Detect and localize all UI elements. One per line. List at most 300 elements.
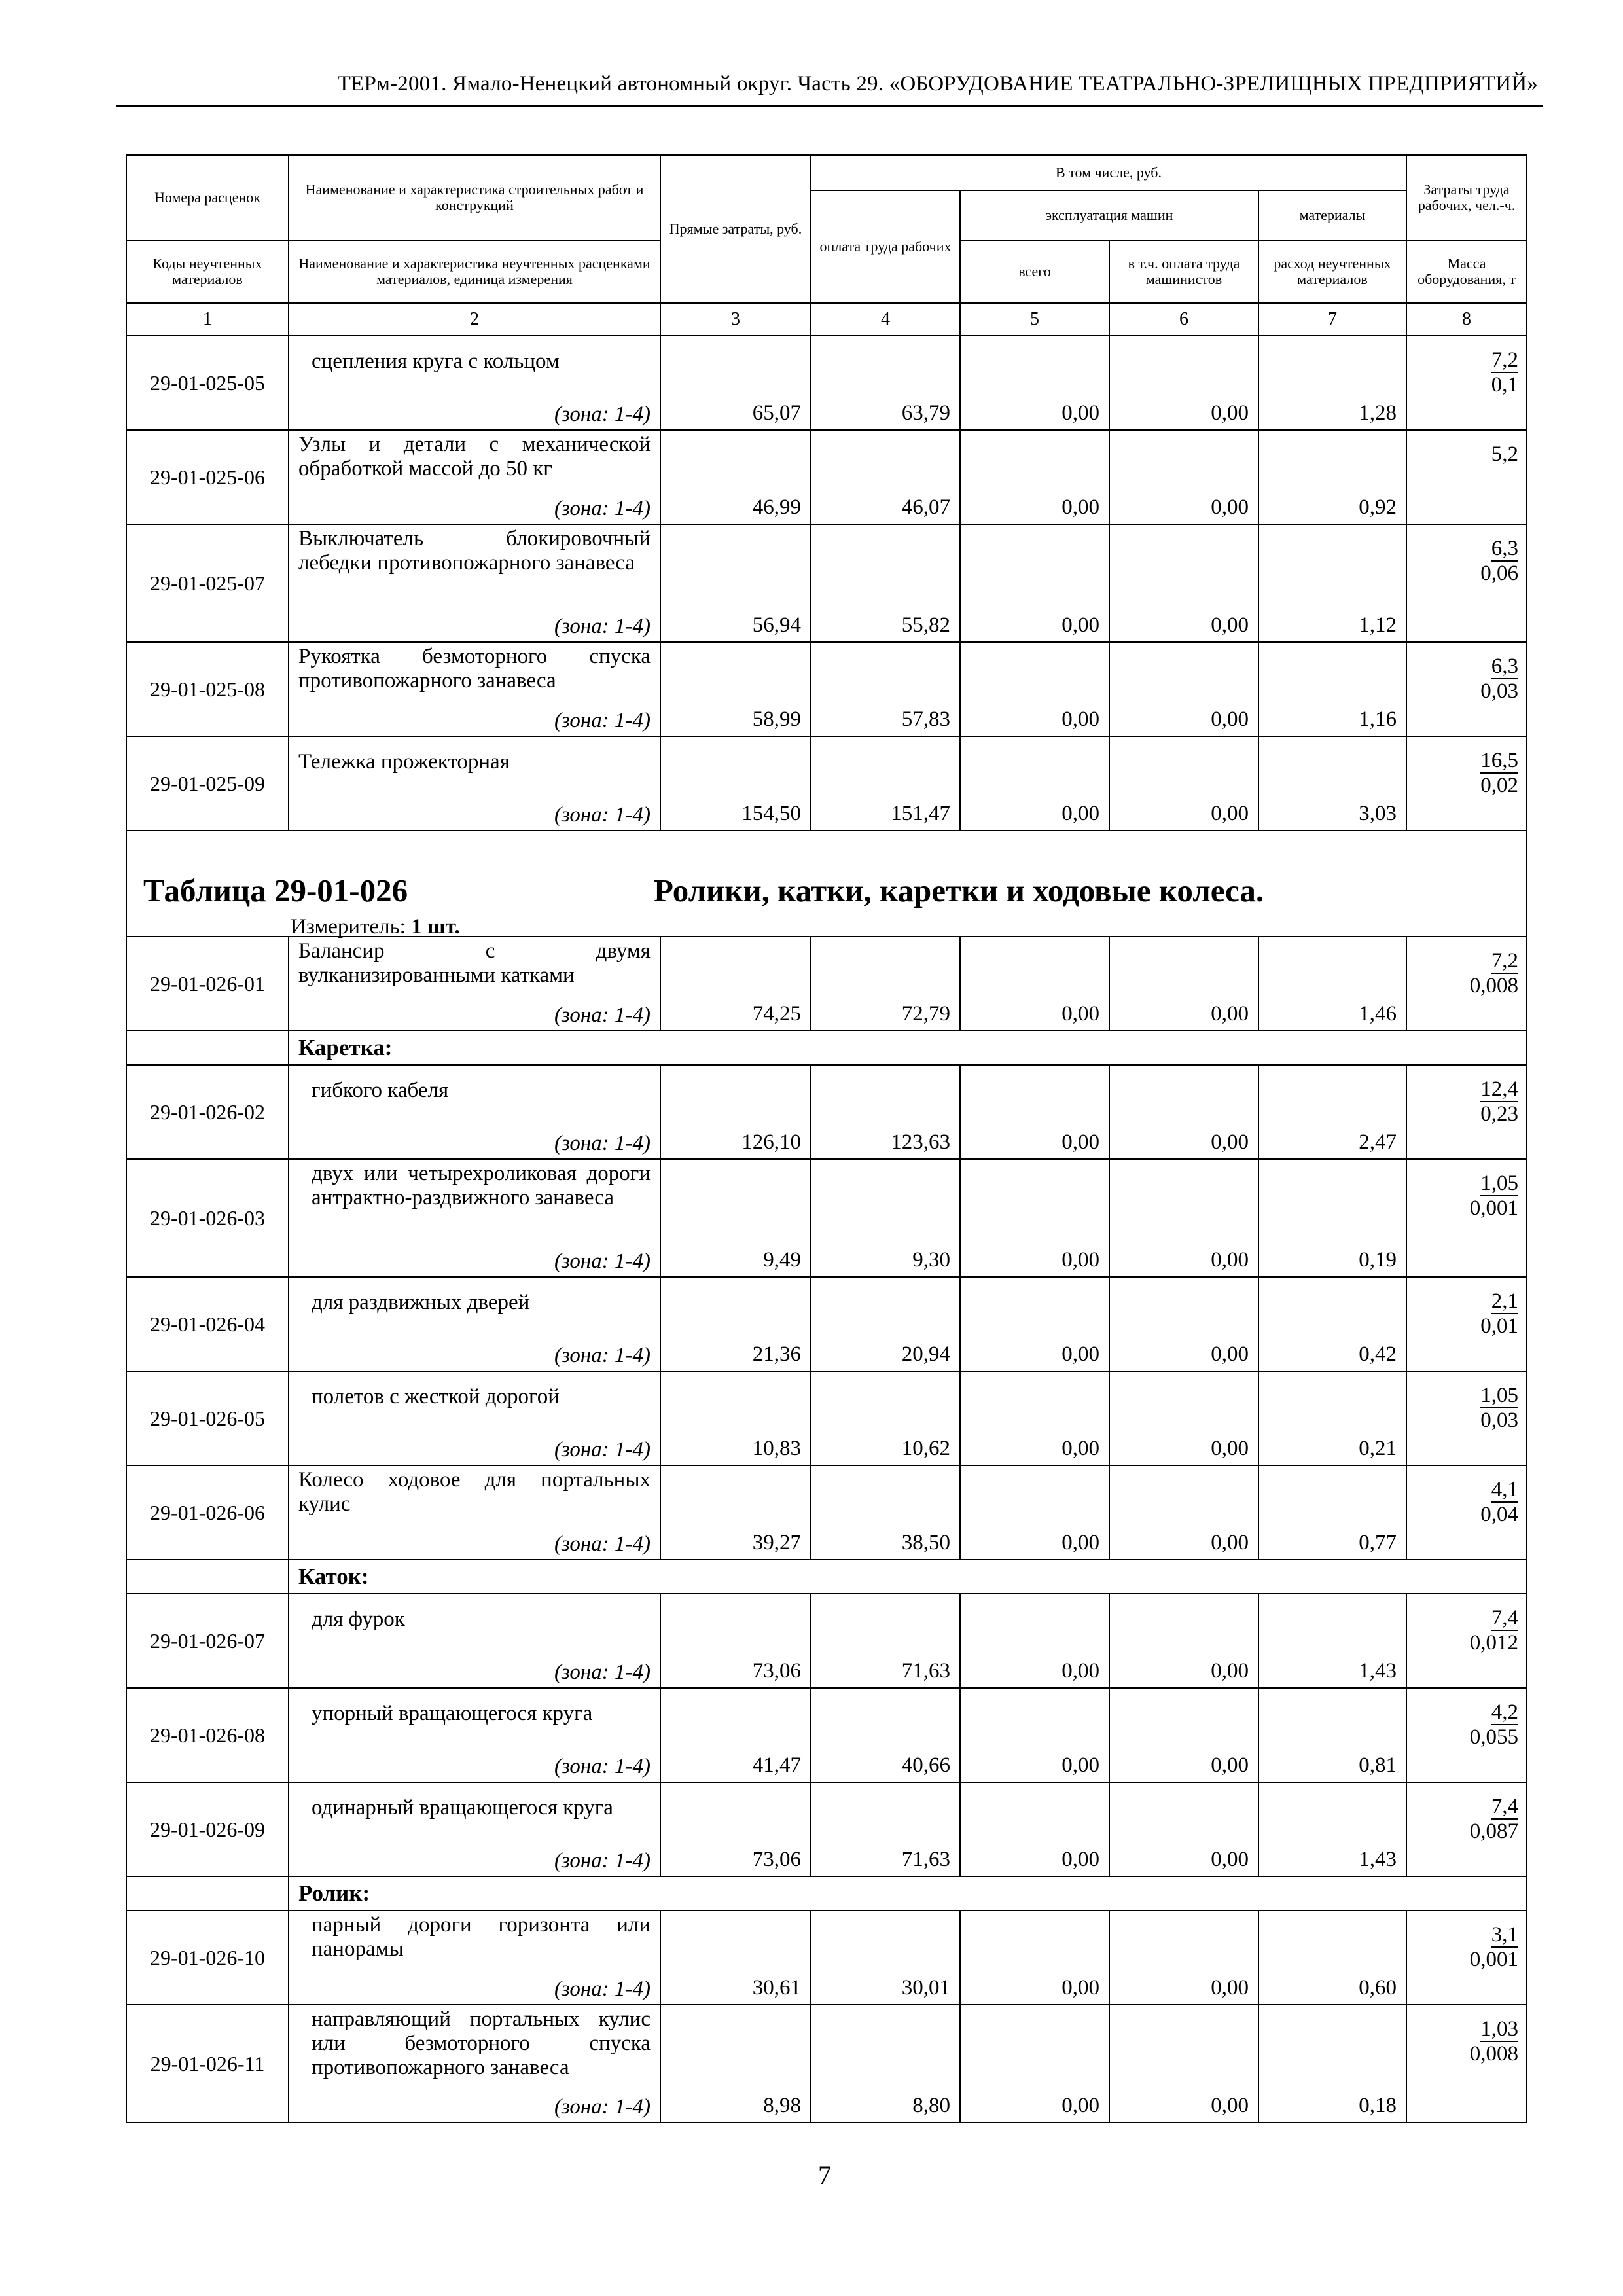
rate-code: 29-01-026-08 <box>126 1688 289 1782</box>
value-mat: 0,42 <box>1359 1342 1397 1366</box>
description-text: двух или четырехроликовая дороги антрактно-раздвижного занавеса <box>312 1162 651 1210</box>
value-direct: 74,25 <box>752 1002 801 1026</box>
value-mach: 0,00 <box>1061 802 1099 825</box>
hdr-machines-total: всего <box>960 240 1109 303</box>
value-direct: 10,83 <box>752 1437 801 1460</box>
zone-label: (зона: 1-4) <box>554 1249 651 1273</box>
description-text: Выключатель блокировочный лебедки противопожарного занавеса <box>298 527 651 575</box>
rate-code: 29-01-026-02 <box>126 1065 289 1159</box>
value-mach: 0,00 <box>1061 1342 1099 1366</box>
cell-mach <box>960 736 1109 831</box>
cell-labor <box>811 1371 960 1465</box>
value-mat: 1,16 <box>1359 708 1397 731</box>
mass-value: 0,055 <box>1469 1725 1519 1749</box>
cell-oper <box>1109 642 1258 736</box>
hdr-including: В том числе, руб. <box>811 155 1406 190</box>
cell-oper <box>1109 524 1258 642</box>
value-mat: 0,81 <box>1359 1753 1397 1777</box>
value-mach: 0,00 <box>1061 1130 1099 1154</box>
cell-mat <box>1258 1594 1406 1688</box>
labor-mass-cell <box>1406 1277 1527 1371</box>
rate-row <box>126 1910 1527 2005</box>
labor-cost-value: 6,3 <box>1491 655 1519 678</box>
cell-direct <box>660 736 811 831</box>
cell-direct <box>660 642 811 736</box>
column-number: 2 <box>289 303 660 336</box>
value-labor: 20,94 <box>901 1342 950 1366</box>
cell-mat <box>1258 937 1406 1031</box>
labor-mass-cell <box>1406 336 1527 430</box>
cell-mat <box>1258 430 1406 524</box>
cell-mat <box>1258 1159 1406 1277</box>
value-mach: 0,00 <box>1061 1659 1099 1683</box>
description-text: гибкого кабеля <box>312 1079 449 1102</box>
rate-description <box>289 1688 660 1782</box>
description-text: для раздвижных дверей <box>312 1291 530 1314</box>
cell-direct <box>660 937 811 1031</box>
rate-row <box>126 1594 1527 1688</box>
cell-oper <box>1109 1465 1258 1560</box>
cell-mach <box>960 1065 1109 1159</box>
value-oper: 0,00 <box>1211 1848 1249 1871</box>
value-mat: 0,92 <box>1359 495 1397 519</box>
rate-code: 29-01-026-03 <box>126 1159 289 1277</box>
cell-direct <box>660 1910 811 2005</box>
measure-value: 1 шт. <box>411 915 460 939</box>
value-oper: 0,00 <box>1211 1248 1249 1272</box>
description-text: полетов с жесткой дорогой <box>312 1385 560 1408</box>
value-labor: 8,80 <box>912 2094 950 2117</box>
cell-mat <box>1258 642 1406 736</box>
mass-value: 0,03 <box>1480 679 1519 703</box>
labor-mass-cell <box>1406 1910 1527 2005</box>
value-mach: 0,00 <box>1061 401 1099 425</box>
value-direct: 8,98 <box>763 2094 801 2117</box>
cell-labor <box>811 1594 960 1688</box>
cell-direct <box>660 1371 811 1465</box>
value-mat: 1,43 <box>1359 1848 1397 1871</box>
value-mach: 0,00 <box>1061 1002 1099 1026</box>
measure-label: Измеритель: <box>291 915 406 939</box>
cell-direct <box>660 1159 811 1277</box>
zone-label: (зона: 1-4) <box>554 615 651 638</box>
zone-label: (зона: 1-4) <box>554 1849 651 1873</box>
rate-row <box>126 1159 1527 1277</box>
cell-mach <box>960 336 1109 430</box>
cell-direct <box>660 1782 811 1876</box>
value-direct: 65,07 <box>752 401 801 425</box>
rate-code: 29-01-025-09 <box>126 736 289 831</box>
value-oper: 0,00 <box>1211 1130 1249 1154</box>
rate-row <box>126 336 1527 430</box>
column-number: 3 <box>660 303 811 336</box>
rate-code: 29-01-026-05 <box>126 1371 289 1465</box>
mass-value: 0,001 <box>1469 1948 1519 1971</box>
section-row <box>126 1876 1527 1910</box>
cell-oper <box>1109 736 1258 831</box>
hdr-labor-pay: оплата труда рабочих <box>811 190 960 303</box>
mass-value: 0,02 <box>1480 774 1519 797</box>
value-mat: 0,60 <box>1359 1976 1397 2000</box>
cell-oper <box>1109 1594 1258 1688</box>
rate-row <box>126 1465 1527 1560</box>
value-oper: 0,00 <box>1211 1342 1249 1366</box>
cell-labor <box>811 1277 960 1371</box>
value-oper: 0,00 <box>1211 1437 1249 1460</box>
cell-mat <box>1258 1465 1406 1560</box>
cell-labor <box>811 1910 960 2005</box>
rate-code: 29-01-026-09 <box>126 1782 289 1876</box>
labor-cost-value: 1,05 <box>1480 1172 1519 1195</box>
value-mach: 0,00 <box>1061 1848 1099 1871</box>
zone-label: (зона: 1-4) <box>554 1438 651 1462</box>
mass-value: 0,03 <box>1480 1408 1519 1432</box>
mass-value: 0,008 <box>1469 974 1519 997</box>
column-number: 8 <box>1406 303 1527 336</box>
labor-mass-cell <box>1406 1371 1527 1465</box>
value-mach: 0,00 <box>1061 1531 1099 1554</box>
section-cell <box>289 1560 1527 1594</box>
rate-description <box>289 1594 660 1688</box>
zone-label: (зона: 1-4) <box>554 497 651 520</box>
value-mach: 0,00 <box>1061 1753 1099 1777</box>
labor-cost-value: 7,2 <box>1491 949 1519 973</box>
value-direct: 126,10 <box>741 1130 801 1154</box>
value-labor: 46,07 <box>901 495 950 519</box>
running-header <box>116 68 1543 107</box>
cell-oper <box>1109 1910 1258 2005</box>
rate-row <box>126 1782 1527 1876</box>
value-direct: 9,49 <box>763 1248 801 1272</box>
cell-oper <box>1109 1782 1258 1876</box>
mass-value: 0,001 <box>1469 1196 1519 1220</box>
cell-mat <box>1258 1277 1406 1371</box>
cell-labor <box>811 1065 960 1159</box>
hdr-material-names: Наименование и характеристика неучтенных расценками материалов, единица измерения <box>289 240 660 303</box>
hdr-machines: эксплуатация машин <box>960 190 1258 240</box>
cell-oper <box>1109 937 1258 1031</box>
value-labor: 10,62 <box>901 1437 950 1460</box>
description-text: Колесо ходовое для портальных кулис <box>298 1468 651 1516</box>
value-labor: 63,79 <box>901 401 950 425</box>
hdr-rate-numbers: Номера расценок <box>126 155 289 240</box>
rate-row <box>126 1065 1527 1159</box>
cell-mach <box>960 1277 1109 1371</box>
value-oper: 0,00 <box>1211 802 1249 825</box>
rate-description <box>289 336 660 430</box>
table-title: Ролики, катки, каретки и ходовые колеса. <box>654 872 1264 908</box>
labor-cost-value: 4,2 <box>1491 1700 1519 1724</box>
cell-mat <box>1258 1910 1406 2005</box>
rates-table <box>126 154 1527 2123</box>
labor-mass-cell <box>1406 642 1527 736</box>
table-title-block <box>127 831 1526 939</box>
zone-label: (зона: 1-4) <box>554 1344 651 1367</box>
value-oper: 0,00 <box>1211 1002 1249 1026</box>
labor-mass-cell <box>1406 736 1527 831</box>
labor-cost-value: 7,2 <box>1491 348 1519 372</box>
rate-description <box>289 736 660 831</box>
mass-value: 0,01 <box>1480 1314 1519 1338</box>
rate-row <box>126 937 1527 1031</box>
rate-description <box>289 1159 660 1277</box>
cell-mach <box>960 1159 1109 1277</box>
table-title-cell <box>126 831 1527 937</box>
rate-code: 29-01-025-07 <box>126 524 289 642</box>
rate-row <box>126 524 1527 642</box>
mass-value: 0,012 <box>1469 1631 1519 1655</box>
rate-description <box>289 1782 660 1876</box>
rates-table-wrapper <box>126 154 1526 2123</box>
value-labor: 57,83 <box>901 708 950 731</box>
value-oper: 0,00 <box>1211 1659 1249 1683</box>
value-mat: 3,03 <box>1359 802 1397 825</box>
value-mach: 0,00 <box>1061 708 1099 731</box>
hdr-materials: материалы <box>1258 190 1406 240</box>
rate-row <box>126 736 1527 831</box>
section-row <box>126 1031 1527 1065</box>
cell-labor <box>811 937 960 1031</box>
cell-mat <box>1258 1688 1406 1782</box>
hdr-equipment-mass: Масса оборудования, т <box>1406 240 1527 303</box>
section-title: Каток: <box>298 1564 369 1589</box>
cell-mat <box>1258 1782 1406 1876</box>
labor-cost-value: 1,05 <box>1480 1384 1519 1407</box>
cell-direct <box>660 1688 811 1782</box>
value-mat: 2,47 <box>1359 1130 1397 1154</box>
header-text: ТЕРм-2001. Ямало-Ненецкий автономный округ. Часть 29. «ОБОРУДОВАНИЕ ТЕАТРАЛЬНО-ЗРЕЛИЩНЫХ ПРЕДПРИЯТИЙ» <box>337 72 1538 96</box>
rate-code: 29-01-025-08 <box>126 642 289 736</box>
value-mat: 0,21 <box>1359 1437 1397 1460</box>
rate-code: 29-01-026-04 <box>126 1277 289 1371</box>
value-direct: 73,06 <box>752 1848 801 1871</box>
page-number: 7 <box>818 2161 831 2190</box>
column-number: 6 <box>1109 303 1258 336</box>
value-mach: 0,00 <box>1061 613 1099 637</box>
value-direct: 39,27 <box>752 1531 801 1554</box>
cell-direct <box>660 1594 811 1688</box>
zone-label: (зона: 1-4) <box>554 1532 651 1556</box>
cell-mach <box>960 1594 1109 1688</box>
value-mat: 0,18 <box>1359 2094 1397 2117</box>
rate-code: 29-01-025-05 <box>126 336 289 430</box>
labor-mass-cell <box>1406 1782 1527 1876</box>
hdr-operators-pay: в т.ч. оплата труда машинистов <box>1109 240 1258 303</box>
labor-mass-cell <box>1406 1688 1527 1782</box>
cell-oper <box>1109 1065 1258 1159</box>
rate-code: 29-01-026-11 <box>126 2005 289 2123</box>
hdr-unaccounted-materials: расход неучтенных материалов <box>1258 240 1406 303</box>
cell-labor <box>811 2005 960 2123</box>
value-labor: 72,79 <box>901 1002 950 1026</box>
rate-description <box>289 937 660 1031</box>
cell-labor <box>811 1782 960 1876</box>
zone-label: (зона: 1-4) <box>554 1660 651 1684</box>
value-direct: 154,50 <box>741 802 801 825</box>
mass-value: 0,04 <box>1480 1503 1519 1526</box>
zone-label: (зона: 1-4) <box>554 709 651 732</box>
cell-mach <box>960 1371 1109 1465</box>
labor-mass-cell <box>1406 1594 1527 1688</box>
rate-code: 29-01-026-06 <box>126 1465 289 1560</box>
hdr-labor-cost: Затраты труда рабочих, чел.-ч. <box>1406 155 1527 240</box>
rate-description <box>289 642 660 736</box>
value-direct: 41,47 <box>752 1753 801 1777</box>
cell-mach <box>960 1465 1109 1560</box>
cell-labor <box>811 430 960 524</box>
cell-mach <box>960 642 1109 736</box>
value-mat: 1,28 <box>1359 401 1397 425</box>
value-direct: 30,61 <box>752 1976 801 2000</box>
cell-mach <box>960 430 1109 524</box>
rate-row <box>126 642 1527 736</box>
value-labor: 71,63 <box>901 1848 950 1871</box>
value-mat: 1,46 <box>1359 1002 1397 1026</box>
column-number: 5 <box>960 303 1109 336</box>
section-cell <box>289 1031 1527 1065</box>
section-blank <box>126 1031 289 1065</box>
cell-mat <box>1258 336 1406 430</box>
labor-mass-cell <box>1406 1465 1527 1560</box>
cell-oper <box>1109 430 1258 524</box>
value-mach: 0,00 <box>1061 1437 1099 1460</box>
labor-cost-value: 1,03 <box>1480 2017 1519 2041</box>
rate-description <box>289 430 660 524</box>
hdr-material-codes: Коды неучтенных материалов <box>126 240 289 303</box>
cell-direct <box>660 430 811 524</box>
cell-mach <box>960 937 1109 1031</box>
value-mach: 0,00 <box>1061 495 1099 519</box>
rate-code: 29-01-026-01 <box>126 937 289 1031</box>
cell-mach <box>960 524 1109 642</box>
cell-mat <box>1258 2005 1406 2123</box>
cell-mach <box>960 2005 1109 2123</box>
cell-mat <box>1258 1065 1406 1159</box>
zone-label: (зона: 1-4) <box>554 1977 651 2001</box>
value-direct: 58,99 <box>752 708 801 731</box>
cell-mat <box>1258 1371 1406 1465</box>
zone-label: (зона: 1-4) <box>554 403 651 426</box>
description-text: для фурок <box>312 1607 405 1631</box>
cell-labor <box>811 1465 960 1560</box>
section-blank <box>126 1560 289 1594</box>
cell-direct <box>660 1277 811 1371</box>
cell-oper <box>1109 1277 1258 1371</box>
mass-value: 0,23 <box>1480 1102 1519 1126</box>
cell-oper <box>1109 336 1258 430</box>
value-oper: 0,00 <box>1211 1976 1249 2000</box>
value-mat: 1,12 <box>1359 613 1397 637</box>
labor-cost-value: 2,1 <box>1491 1289 1519 1313</box>
section-cell <box>289 1876 1527 1910</box>
rate-code: 29-01-026-07 <box>126 1594 289 1688</box>
rate-row <box>126 1277 1527 1371</box>
labor-mass-cell <box>1406 2005 1527 2123</box>
cell-labor <box>811 336 960 430</box>
column-number: 1 <box>126 303 289 336</box>
description-text: Балансир с двумя вулканизированными катками <box>298 939 651 987</box>
rate-description <box>289 1065 660 1159</box>
labor-cost-value: 7,4 <box>1491 1795 1519 1818</box>
labor-cost-value: 4,1 <box>1491 1478 1519 1501</box>
cell-mat <box>1258 524 1406 642</box>
column-number-row <box>126 303 1527 336</box>
cell-oper <box>1109 2005 1258 2123</box>
cell-mat <box>1258 736 1406 831</box>
rate-description <box>289 524 660 642</box>
rate-description <box>289 1465 660 1560</box>
section-title: Каретка: <box>298 1035 393 1060</box>
column-number: 4 <box>811 303 960 336</box>
labor-mass-cell <box>1406 1159 1527 1277</box>
value-oper: 0,00 <box>1211 1531 1249 1554</box>
description-text: направляющий портальных кулис или безмоторного спуска противопожарного занавеса <box>312 2007 651 2079</box>
rate-code: 29-01-026-10 <box>126 1910 289 2005</box>
rate-description <box>289 1371 660 1465</box>
cell-labor <box>811 1688 960 1782</box>
cell-direct <box>660 2005 811 2123</box>
cell-direct <box>660 1065 811 1159</box>
description-text: Рукоятка безмоторного спуска противопожарного занавеса <box>298 645 651 692</box>
zone-label: (зона: 1-4) <box>554 803 651 827</box>
rate-row <box>126 2005 1527 2123</box>
description-text: одинарный вращающегося круга <box>312 1796 613 1820</box>
table-title-row <box>126 831 1527 937</box>
value-direct: 46,99 <box>752 495 801 519</box>
description-text: Тележка прожекторная <box>298 750 510 774</box>
rate-row <box>126 1688 1527 1782</box>
section-title: Ролик: <box>298 1880 370 1906</box>
value-oper: 0,00 <box>1211 401 1249 425</box>
labor-cost-value: 12,4 <box>1480 1077 1519 1101</box>
zone-label: (зона: 1-4) <box>554 1132 651 1155</box>
zone-label: (зона: 1-4) <box>554 1003 651 1027</box>
mass-value: 0,008 <box>1469 2042 1519 2066</box>
rate-row <box>126 1371 1527 1465</box>
value-oper: 0,00 <box>1211 1753 1249 1777</box>
value-mat: 0,19 <box>1359 1248 1397 1272</box>
cell-direct <box>660 1465 811 1560</box>
labor-cost-value: 3,1 <box>1491 1923 1519 1946</box>
mass-value: 0,1 <box>1491 373 1519 397</box>
rate-description <box>289 1277 660 1371</box>
rate-code: 29-01-025-06 <box>126 430 289 524</box>
table-measure <box>291 915 460 939</box>
value-labor: 55,82 <box>901 613 950 637</box>
value-direct: 21,36 <box>752 1342 801 1366</box>
labor-mass-cell <box>1406 430 1527 524</box>
cell-mach <box>960 1782 1109 1876</box>
value-mat: 0,77 <box>1359 1531 1397 1554</box>
mass-value: 0,06 <box>1480 562 1519 585</box>
cell-oper <box>1109 1688 1258 1782</box>
value-direct: 73,06 <box>752 1659 801 1683</box>
hdr-work-name: Наименование и характеристика строительных работ и конструкций <box>289 155 660 240</box>
section-row <box>126 1560 1527 1594</box>
cell-labor <box>811 736 960 831</box>
labor-cost-value: 5,2 <box>1491 442 1519 466</box>
zone-label: (зона: 1-4) <box>554 2095 651 2119</box>
description-text: сцепления круга с кольцом <box>312 350 560 373</box>
rate-description <box>289 1910 660 2005</box>
value-mach: 0,00 <box>1061 1248 1099 1272</box>
value-oper: 0,00 <box>1211 708 1249 731</box>
value-labor: 71,63 <box>901 1659 950 1683</box>
value-oper: 0,00 <box>1211 495 1249 519</box>
mass-value: 0,087 <box>1469 1820 1519 1843</box>
value-labor: 9,30 <box>912 1248 950 1272</box>
description-text: Узлы и детали с механической обработкой массой до 50 кг <box>298 433 651 480</box>
